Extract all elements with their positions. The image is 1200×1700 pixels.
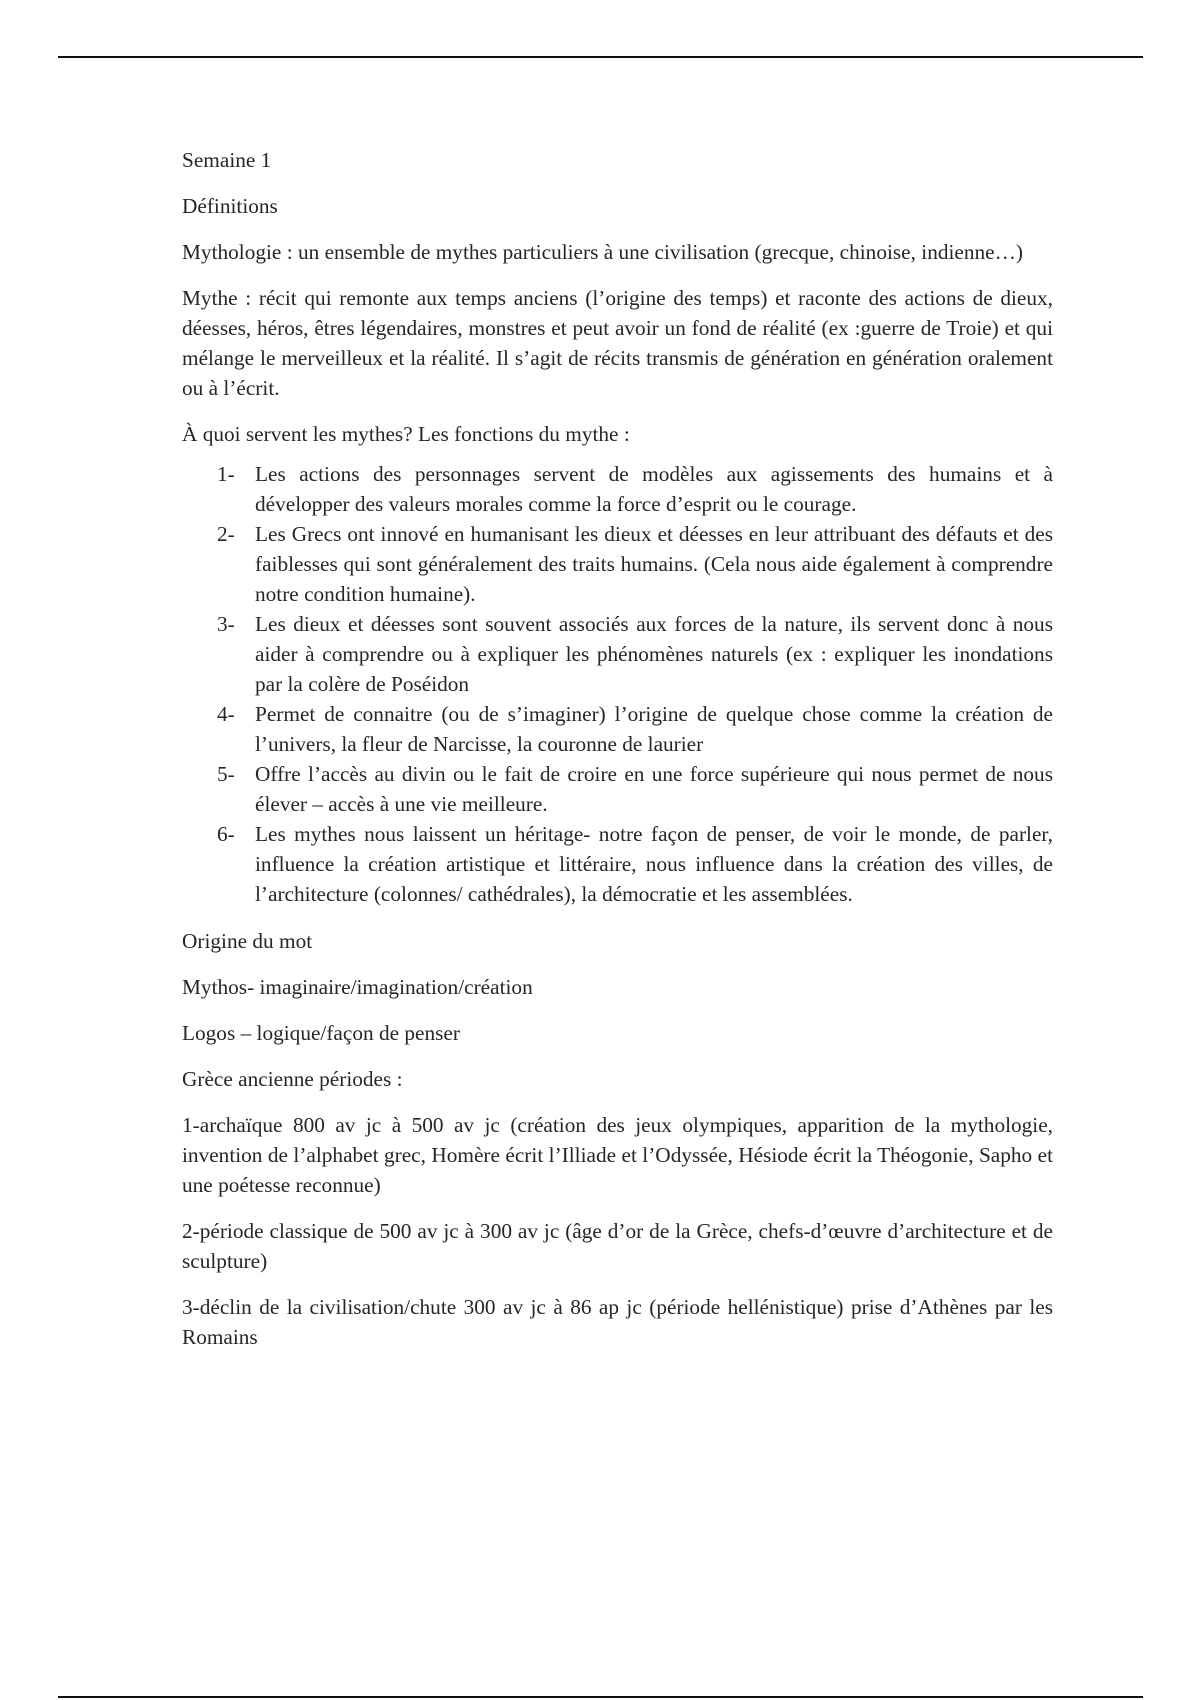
list-item-number: 3- bbox=[217, 612, 235, 636]
list-item-text: Les mythes nous laissent un héritage- notre façon de penser, de voir le monde, de parler, influence la création artistique et littéraire, nous influence dans la création des villes, de l’architecture (colonnes/ cathédrales), la démocratie et les assemblées. bbox=[255, 822, 1053, 906]
logos-definition: Logos – logique/façon de penser bbox=[182, 1021, 460, 1045]
list-item-number: 5- bbox=[217, 762, 235, 786]
list-item-number: 4- bbox=[217, 702, 235, 726]
functions-question: À quoi servent les mythes? Les fonctions du mythe : bbox=[182, 422, 630, 446]
list-item bbox=[182, 609, 1053, 699]
header-rule bbox=[58, 56, 1143, 58]
list-item bbox=[182, 519, 1053, 609]
periods-heading: Grèce ancienne périodes : bbox=[182, 1067, 403, 1091]
period-decline: 3-déclin de la civilisation/chute 300 av jc à 86 ap jc (période hellénistique) prise d’Athènes par les Romains bbox=[182, 1295, 1053, 1349]
list-item-number: 2- bbox=[217, 522, 235, 546]
list-item bbox=[182, 759, 1053, 819]
mythologie-definition: Mythologie : un ensemble de mythes particuliers à une civilisation (grecque, chinoise, indienne…) bbox=[182, 240, 1023, 264]
list-item-text: Offre l’accès au divin ou le fait de croire en une force supérieure qui nous permet de nous élever – accès à une vie meilleure. bbox=[255, 762, 1053, 816]
functions-list bbox=[182, 459, 1053, 909]
list-item-text: Les dieux et déesses sont souvent associés aux forces de la nature, ils servent donc à nous aider à comprendre ou à expliquer les phénomènes naturels (ex : expliquer les inondations par la colère de Poséidon bbox=[255, 612, 1053, 696]
list-item bbox=[182, 819, 1053, 909]
list-item bbox=[182, 459, 1053, 519]
list-item-text: Les Grecs ont innové en humanisant les dieux et déesses en leur attribuant des défauts et des faiblesses qui sont généralement des traits humains. (Cela nous aide également à comprendre notre condition humaine). bbox=[255, 522, 1053, 606]
mythe-definition: Mythe : récit qui remonte aux temps anciens (l’origine des temps) et raconte des actions de dieux, déesses, héros, êtres légendaires, monstres et peut avoir un fond de réalité (ex :guerre de Troie) et qui mélange le merveilleux et la réalité. Il s’agit de récits transmis de génération en génération oralement ou à l’écrit. bbox=[182, 286, 1053, 400]
definitions-heading: Définitions bbox=[182, 194, 278, 218]
origin-heading: Origine du mot bbox=[182, 929, 313, 953]
footer-rule bbox=[58, 1696, 1143, 1698]
period-classical: 2-période classique de 500 av jc à 300 av jc (âge d’or de la Grèce, chefs-d’œuvre d’architecture et de sculpture) bbox=[182, 1219, 1053, 1273]
mythos-definition: Mythos- imaginaire/imagination/création bbox=[182, 975, 533, 999]
week-heading: Semaine 1 bbox=[182, 148, 272, 172]
list-item-text: Permet de connaitre (ou de s’imaginer) l’origine de quelque chose comme la création de l’univers, la fleur de Narcisse, la couronne de laurier bbox=[255, 702, 1053, 756]
period-archaic: 1-archaïque 800 av jc à 500 av jc (création des jeux olympiques, apparition de la mythologie, invention de l’alphabet grec, Homère écrit l’Illiade et l’Odyssée, Hésiode écrit la Théogonie, Sapho et une poétesse reconnue) bbox=[182, 1113, 1053, 1197]
document-body bbox=[182, 145, 1053, 1368]
list-item-number: 6- bbox=[217, 822, 235, 846]
list-item-number: 1- bbox=[217, 462, 235, 486]
list-item-text: Les actions des personnages servent de modèles aux agissements des humains et à développer des valeurs morales comme la force d’esprit ou le courage. bbox=[255, 462, 1053, 516]
list-item bbox=[182, 699, 1053, 759]
